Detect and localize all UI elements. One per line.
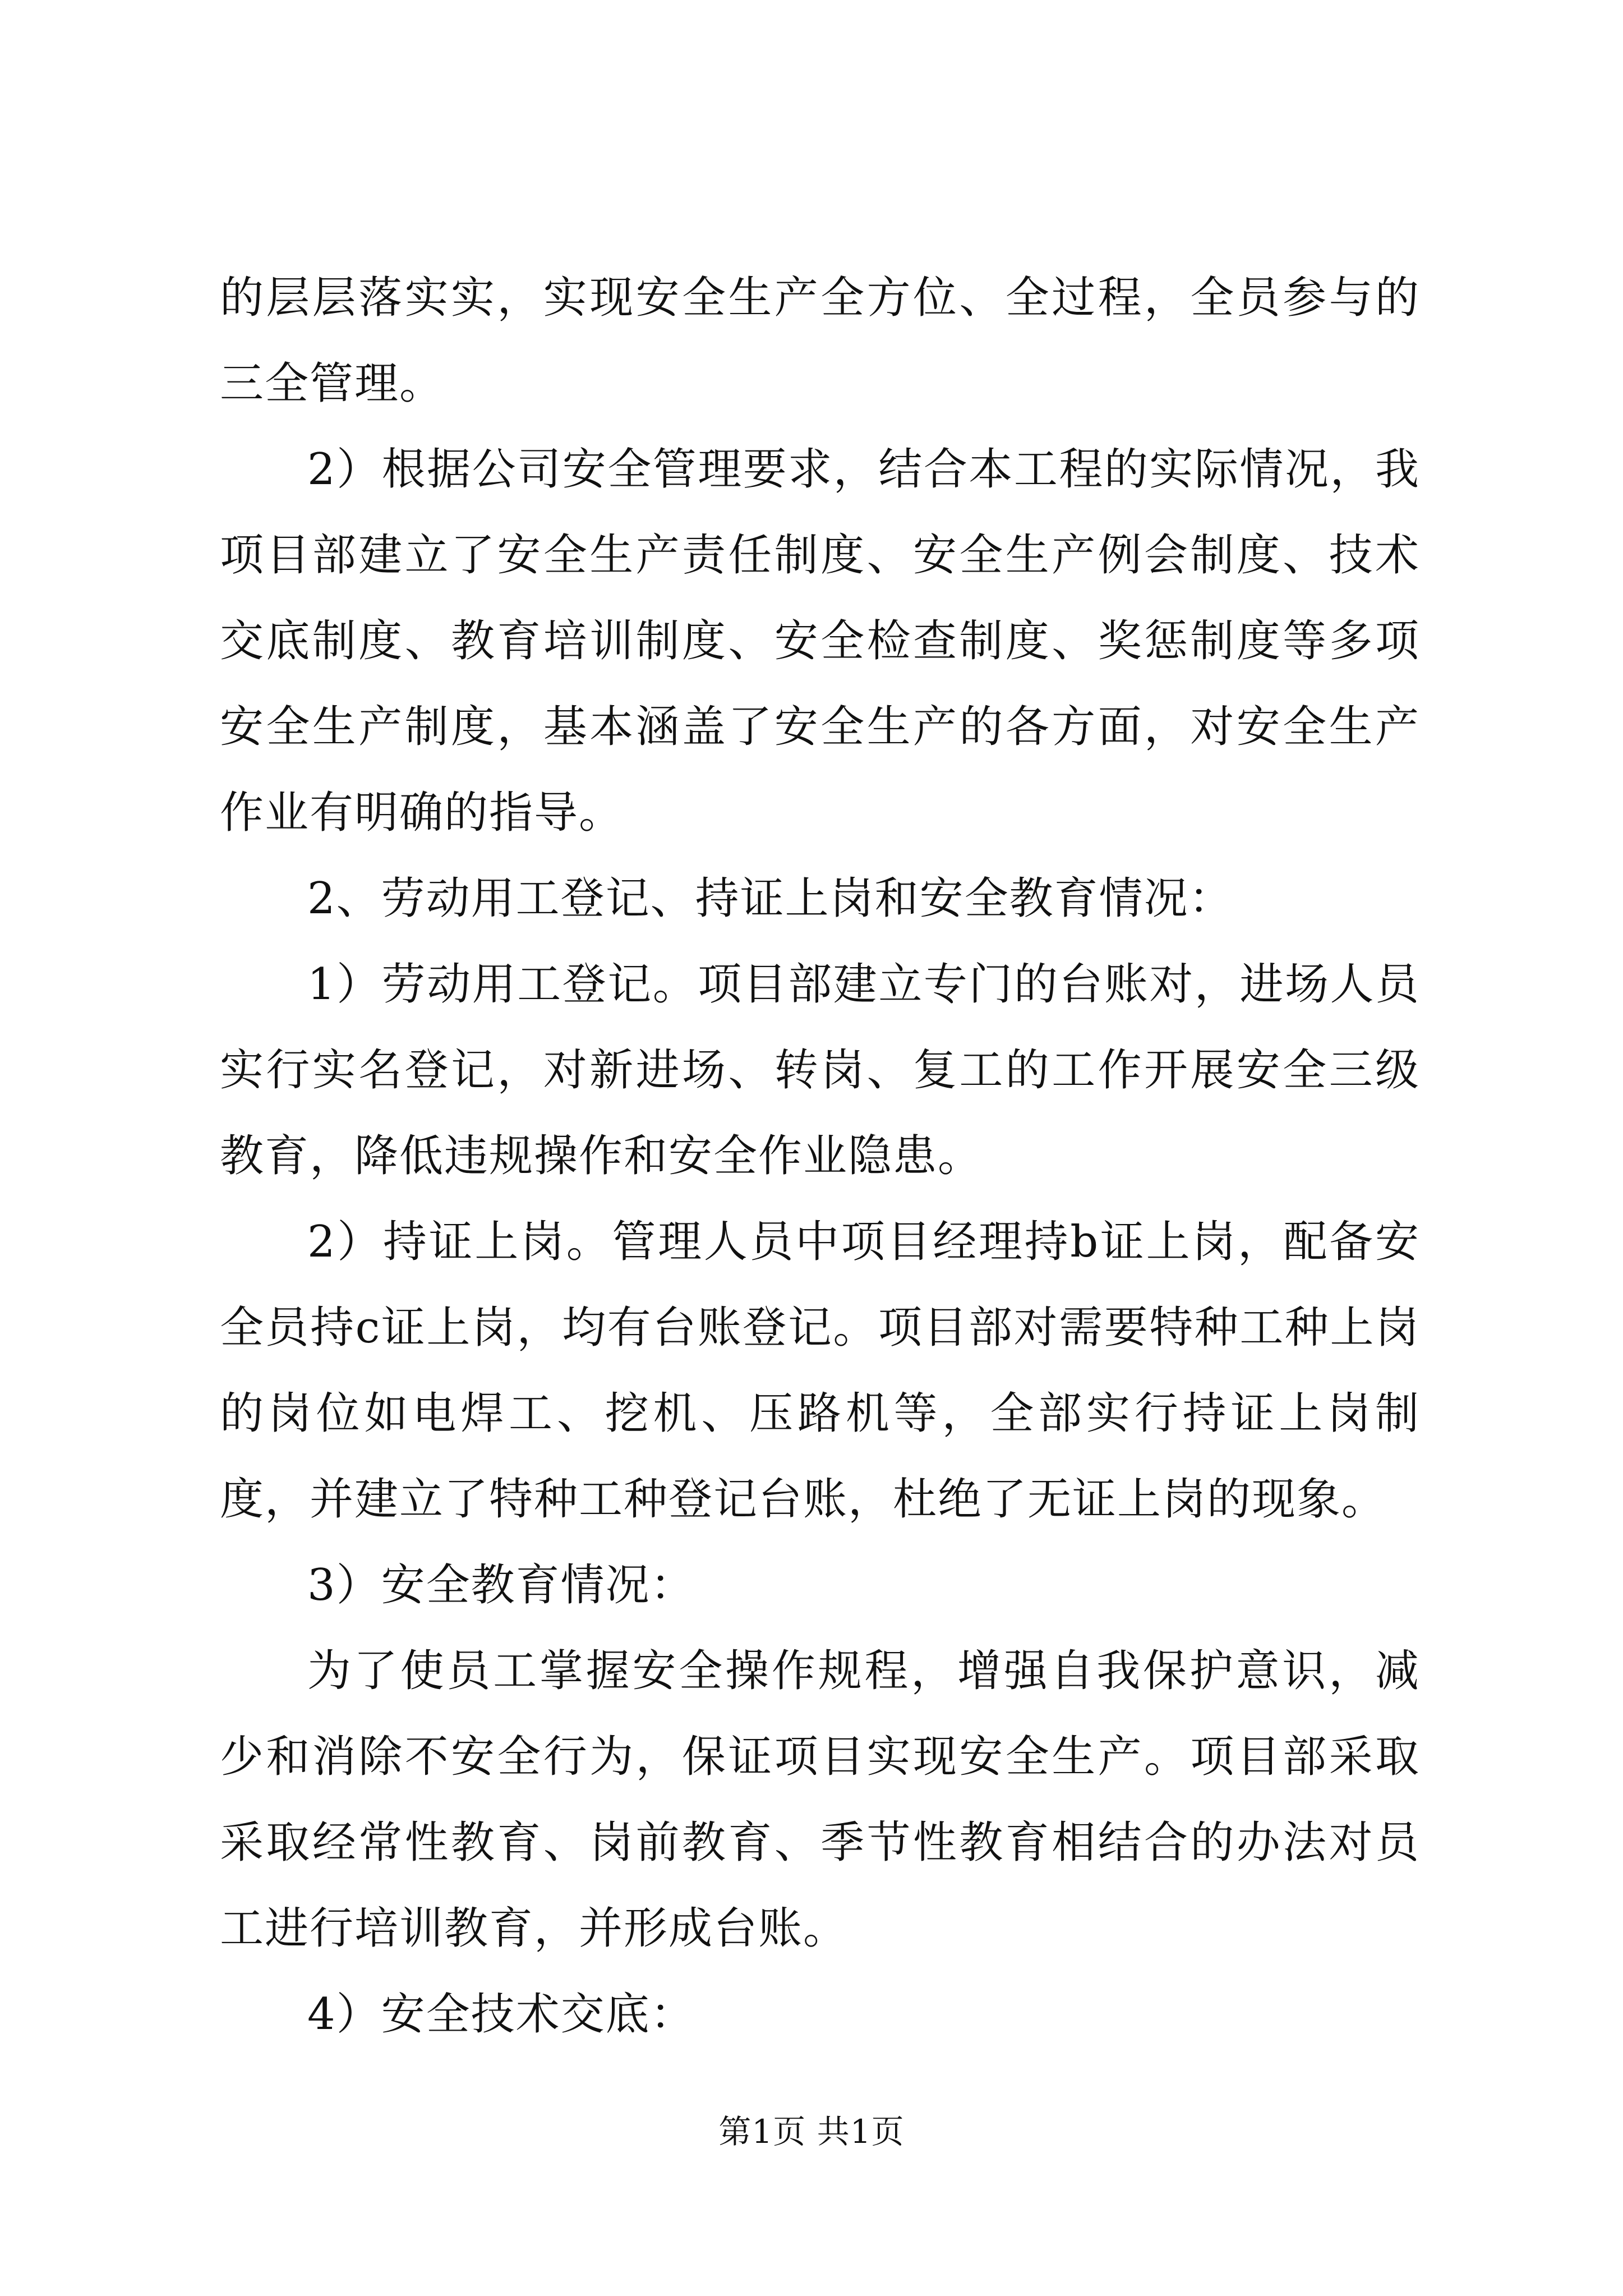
- paragraph-4: 1）劳动用工登记。项目部建立专门的台账对，进场人员实行实名登记，对新进场、转岗、复工的工作开展安全三级教育，降低违规操作和安全作业隐患。: [220, 959, 1420, 1181]
- page-number-footer: 第1页 共1页: [718, 2113, 905, 2151]
- paragraph-7: 为了使员工掌握安全操作规程，增强自我保护意识，减少和消除不安全行为，保证项目实现安全生产。项目部采取采取经常性教育、岗前教育、季节性教育相结合的办法对员工进行培训教育，并形成台账。: [220, 1646, 1420, 1954]
- paragraph-6-heading: 3）安全教育情况：: [307, 1560, 695, 1611]
- paragraph-1: 的层层落实实，实现安全生产全方位、全过程，全员参与的三全管理。: [220, 273, 1420, 409]
- paragraph-8-heading: 4）安全技术交底：: [307, 1989, 695, 2040]
- document-body: [220, 255, 1420, 2058]
- paragraph-3-heading: 2、劳动用工登记、持证上岗和安全教育情况：: [307, 873, 1234, 924]
- paragraph-2: 2）根据公司安全管理要求，结合本工程的实际情况，我项目部建立了安全生产责任制度、安全生产例会制度、技术交底制度、教育培训制度、安全检查制度、奖惩制度等多项安全生产制度，基本涵盖了安全生产的各方面，对安全生产作业有明确的指导。: [220, 444, 1420, 838]
- paragraph-5: 2）持证上岗。管理人员中项目经理持b证上岗，配备安全员持c证上岗，均有台账登记。项目部对需要特种工种上岗的岗位如电焊工、挖机、压路机等，全部实行持证上岗制度，并建立了特种工种登记台账，杜绝了无证上岗的现象。: [220, 1217, 1420, 1525]
